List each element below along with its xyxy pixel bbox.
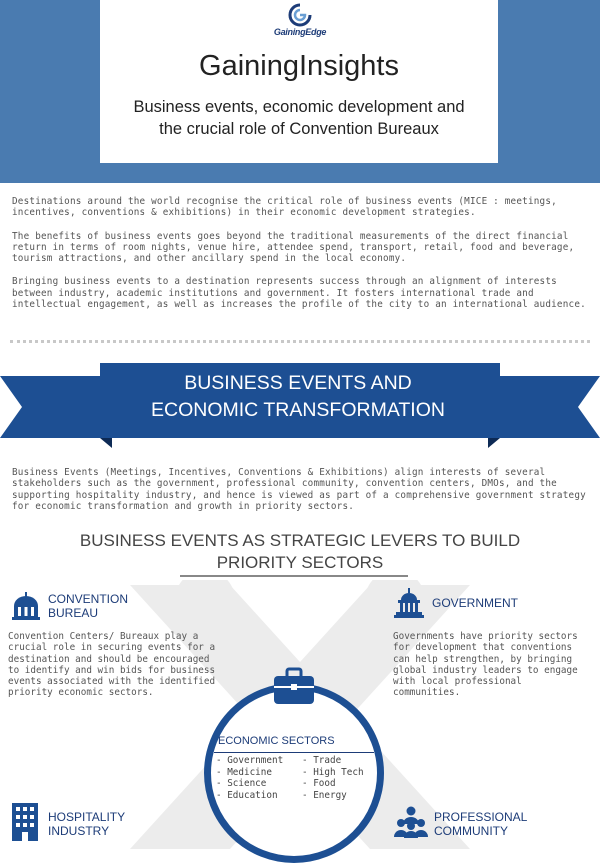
levers-title (40, 530, 560, 574)
economic-sectors-right-list (302, 755, 364, 801)
logo-mark-icon (288, 3, 312, 27)
sector-item: - High Tech (302, 766, 364, 778)
levers-title-underline (180, 575, 408, 577)
professional-community-icon (393, 806, 429, 838)
sector-item: - Science (216, 778, 267, 789)
government-text: Governments have priority sectors for development that conventions can help strengthen, by bringing global industry leaders to engage with local professional communities. (393, 631, 578, 699)
convention-bureau-text: Convention Centers/ Bureaux play a crucial role in securing events for a destination and should be encouraged to identify and win bids for business events associated with the identified priority economic sectors. (8, 631, 216, 699)
header-card (100, 0, 498, 163)
intro-paragraph-2: The benefits of business events goes beyond the traditional measurements of the direct financial return in terms of room nights, venue hire, attendee spend, transport, retail, food and beverage, tourism attractions, and other ancillary spend in the local economy. (12, 230, 575, 265)
business-events-paragraph: Business Events (Meetings, Incentives, Conventions & Exhibitions) align interests of several stakeholders such as the government, professional community, convention centers, DMOs, and the supporting hospitality industry, and hence is viewed as part of a comprehensive government strategy for economic transformation and growth in priority sectors. (12, 467, 586, 512)
banner-line-1: BUSINESS EVENTS AND (184, 372, 412, 394)
page-title: GainingInsights (199, 50, 399, 82)
government-icon (394, 588, 424, 618)
government-title: GOVERNMENT (432, 596, 519, 610)
convention-bureau-icon (10, 592, 42, 620)
convention-bureau-title-line-1: CONVENTION (48, 592, 129, 606)
logo-text: GainingEdge (273, 27, 327, 37)
intro-text (12, 196, 590, 322)
briefcase-icon (270, 662, 318, 710)
professional-title-line-1: PROFESSIONAL (434, 810, 528, 824)
economic-sectors-title: ECONOMIC SECTORS (218, 735, 335, 747)
sector-item: - Education (216, 789, 278, 801)
hospitality-building-icon (10, 803, 40, 841)
levers-title-line-1: BUSINESS EVENTS AS STRATEGIC LEVERS TO BUILD (79, 531, 521, 550)
sector-item: - Trade (302, 755, 342, 766)
page-subtitle: Business events, economic development and the crucial role of Convention Bureaux (133, 98, 465, 138)
sector-item: - Government (216, 755, 284, 766)
levers-title-line-2: PRIORITY SECTORS (216, 553, 384, 572)
dotted-divider (10, 340, 590, 343)
intro-paragraph-3: Bringing business events to a destination represents success through an alignment of interests between industry, academic institutions and government. It fosters international trade and intellectual engagement, as well as increases the profile of the city to an international audience. (12, 276, 586, 311)
convention-bureau-title-line-2: BUREAU (48, 606, 99, 620)
sector-item: - Medicine (216, 766, 272, 778)
hospitality-title-line-2: INDUSTRY (48, 824, 110, 838)
banner-title (100, 370, 496, 424)
hospitality-title (48, 810, 125, 838)
gainingedge-logo (270, 3, 330, 41)
intro-paragraph-1: Destinations around the world recognise the critical role of business events (MICE : meetings, incentives, conventions & exhibitions) in their economic development strategies. (12, 196, 557, 219)
sector-item: - Food (302, 778, 336, 789)
sector-item: - Energy (302, 789, 347, 801)
economic-sectors-left-list (216, 755, 283, 801)
banner-line-2: ECONOMIC TRANSFORMATION (151, 399, 445, 421)
professional-title (434, 810, 527, 838)
professional-title-line-2: COMMUNITY (434, 824, 508, 838)
convention-bureau-title (48, 592, 128, 620)
hospitality-title-line-1: HOSPITALITY (48, 810, 126, 824)
economic-sectors-rule (214, 752, 374, 753)
